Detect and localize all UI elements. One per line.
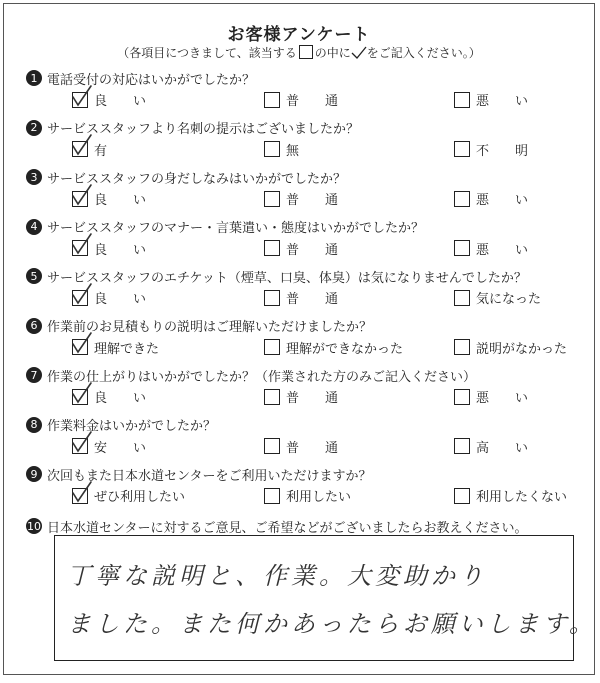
answer-option-label: 不 明 xyxy=(476,143,529,159)
answer-option-label: 理解できた xyxy=(94,341,160,357)
answer-option-label: 良 い xyxy=(94,94,147,109)
checked-checkbox-icon[interactable] xyxy=(72,240,88,256)
checkbox-sample-icon xyxy=(299,45,313,59)
question-number-badge: 1 xyxy=(26,70,42,86)
answer-option-label: 悪 い xyxy=(476,242,529,258)
answer-option[interactable] xyxy=(454,90,528,109)
answer-option-label: 悪 い xyxy=(476,391,529,406)
checked-checkbox-icon[interactable] xyxy=(72,141,88,157)
answer-option[interactable] xyxy=(72,288,146,307)
answer-option[interactable] xyxy=(72,437,146,456)
question-text: サービススタッフより名刺の提示はございましたか？ xyxy=(47,122,360,137)
answer-option[interactable] xyxy=(264,239,338,258)
checkbox-icon[interactable] xyxy=(454,141,470,157)
answer-option[interactable] xyxy=(454,140,528,159)
checked-checkbox-icon[interactable] xyxy=(72,191,88,207)
answer-option[interactable] xyxy=(454,338,567,357)
question-number-badge: 5 xyxy=(26,268,42,284)
question-7 xyxy=(26,365,586,409)
question-text: 作業前のお見積もりの説明はご理解いただけましたか？ xyxy=(47,320,373,335)
answer-option-label: 普 通 xyxy=(286,242,339,258)
checkbox-icon[interactable] xyxy=(454,389,470,405)
answer-option[interactable] xyxy=(72,387,146,406)
answer-option-label: 普 通 xyxy=(286,94,339,109)
answer-option-label: 普 通 xyxy=(286,193,339,208)
question-9 xyxy=(26,464,586,508)
answer-option-label: 普 通 xyxy=(286,440,339,456)
checked-checkbox-icon[interactable] xyxy=(72,92,88,108)
survey-sheet xyxy=(3,3,595,675)
instruction-after: をご記入ください。） xyxy=(366,46,481,60)
answer-option[interactable] xyxy=(454,387,528,406)
answer-option[interactable] xyxy=(454,239,528,258)
answer-option-label: 悪 い xyxy=(476,193,529,208)
answer-option[interactable] xyxy=(72,140,107,159)
question-3 xyxy=(26,167,586,211)
question-text: サービススタッフのマナー・言葉遣い・態度はいかがでしたか？ xyxy=(47,221,425,236)
answer-option[interactable] xyxy=(264,189,338,208)
answer-option[interactable] xyxy=(72,486,185,505)
question-text: 次回もまた日本水道センターをご利用いただけますか？ xyxy=(47,468,372,484)
question-text: サービススタッフのエチケット（煙草、口臭、体臭）は気になりませんでしたか？ xyxy=(47,270,527,286)
question-4 xyxy=(26,217,586,261)
answer-option-label: 普 通 xyxy=(286,292,339,307)
answer-option-label: 普 通 xyxy=(286,391,339,406)
question-number-badge: 7 xyxy=(26,367,42,383)
checkbox-icon[interactable] xyxy=(454,438,470,454)
answer-option-label: 安 い xyxy=(94,440,147,456)
answer-option-label: 良 い xyxy=(94,391,147,406)
question-text: 日本水道センターに対するご意見、ご希望などがございましたらお教えください。 xyxy=(47,520,528,536)
answer-option[interactable] xyxy=(72,90,146,109)
answer-option-label: 説明がなかった xyxy=(476,341,568,357)
answer-option[interactable] xyxy=(454,486,567,505)
answer-option-label: 利用したくない xyxy=(476,490,568,505)
answer-option[interactable] xyxy=(264,387,338,406)
answer-option-label: 有 xyxy=(94,143,108,159)
answer-option[interactable] xyxy=(72,189,146,208)
checkbox-icon[interactable] xyxy=(264,191,280,207)
answer-option-label: 気になった xyxy=(476,292,542,307)
handwritten-comment-line-2: ました。また何かあったらお願いします。 xyxy=(67,610,597,638)
checkbox-icon[interactable] xyxy=(454,339,470,355)
answer-option[interactable] xyxy=(264,90,338,109)
checked-checkbox-icon[interactable] xyxy=(72,389,88,405)
question-number-badge: 10 xyxy=(27,519,41,533)
answer-option[interactable] xyxy=(454,189,528,208)
answer-option[interactable] xyxy=(264,140,299,159)
question-text: 作業料金はいかがでしたか？ xyxy=(47,419,217,434)
checkbox-icon[interactable] xyxy=(454,290,470,306)
question-text: 電話受付の対応はいかがでしたか？ xyxy=(47,72,256,88)
checkbox-icon[interactable] xyxy=(454,240,470,256)
checkbox-icon[interactable] xyxy=(454,92,470,108)
comment-box[interactable] xyxy=(54,535,597,661)
checkbox-icon[interactable] xyxy=(264,141,280,157)
answer-option-label: 無 xyxy=(286,143,300,159)
question-number-badge: 8 xyxy=(26,417,42,433)
question-text: サービススタッフの身だしなみはいかがでしたか？ xyxy=(47,171,347,187)
answer-option-label: 悪 い xyxy=(476,94,529,109)
checked-checkbox-icon[interactable] xyxy=(72,290,88,306)
question-1 xyxy=(26,68,586,112)
checkbox-icon[interactable] xyxy=(264,438,280,454)
question-6 xyxy=(26,316,586,360)
question-number-badge: 3 xyxy=(26,169,42,185)
checkbox-icon[interactable] xyxy=(264,290,280,306)
checkbox-icon[interactable] xyxy=(264,339,280,355)
answer-option[interactable] xyxy=(264,288,338,307)
checkbox-icon[interactable] xyxy=(264,240,280,256)
answer-option[interactable] xyxy=(264,338,403,357)
checkmark-sample-icon xyxy=(351,46,367,59)
handwritten-comment-line-1: 丁寧な説明と、作業。大変助かり xyxy=(67,562,487,590)
answer-option[interactable] xyxy=(454,288,541,307)
answer-option-label: ぜひ利用したい xyxy=(94,490,186,505)
question-8 xyxy=(26,415,586,459)
checked-checkbox-icon[interactable] xyxy=(72,488,88,504)
question-number-badge: 6 xyxy=(26,318,42,334)
checkbox-icon[interactable] xyxy=(454,488,470,504)
question-2 xyxy=(26,118,586,162)
instruction-line xyxy=(4,44,594,61)
answer-option[interactable] xyxy=(72,338,159,357)
checkbox-icon[interactable] xyxy=(264,389,280,405)
question-5 xyxy=(26,266,586,310)
instruction-middle: の中に xyxy=(314,46,351,60)
answer-option-label: 高 い xyxy=(476,440,529,456)
survey-title: お客様アンケート xyxy=(227,25,371,45)
question-text: 作業の仕上がりはいかがでしたか？（作業された方のみご記入ください） xyxy=(47,369,477,385)
checked-checkbox-icon[interactable] xyxy=(72,339,88,355)
answer-option-label: 良 い xyxy=(94,242,147,258)
answer-option-label: 良 い xyxy=(94,193,147,208)
answer-option[interactable] xyxy=(264,486,351,505)
question-number-badge: 2 xyxy=(26,120,42,136)
answer-option[interactable] xyxy=(264,437,338,456)
answer-option-label: 良 い xyxy=(94,292,147,307)
answer-option-label: 利用したい xyxy=(286,490,352,505)
question-10 xyxy=(26,516,586,536)
checkbox-icon[interactable] xyxy=(264,92,280,108)
question-number-badge: 4 xyxy=(26,219,42,235)
checkbox-icon[interactable] xyxy=(454,191,470,207)
checked-checkbox-icon[interactable] xyxy=(72,438,88,454)
question-number-badge: 9 xyxy=(26,466,42,482)
checkbox-icon[interactable] xyxy=(264,488,280,504)
answer-option-label: 理解ができなかった xyxy=(286,341,404,357)
answer-option[interactable] xyxy=(454,437,528,456)
answer-option[interactable] xyxy=(72,239,146,258)
instruction-before: （各項目につきまして、該当する xyxy=(117,46,297,60)
